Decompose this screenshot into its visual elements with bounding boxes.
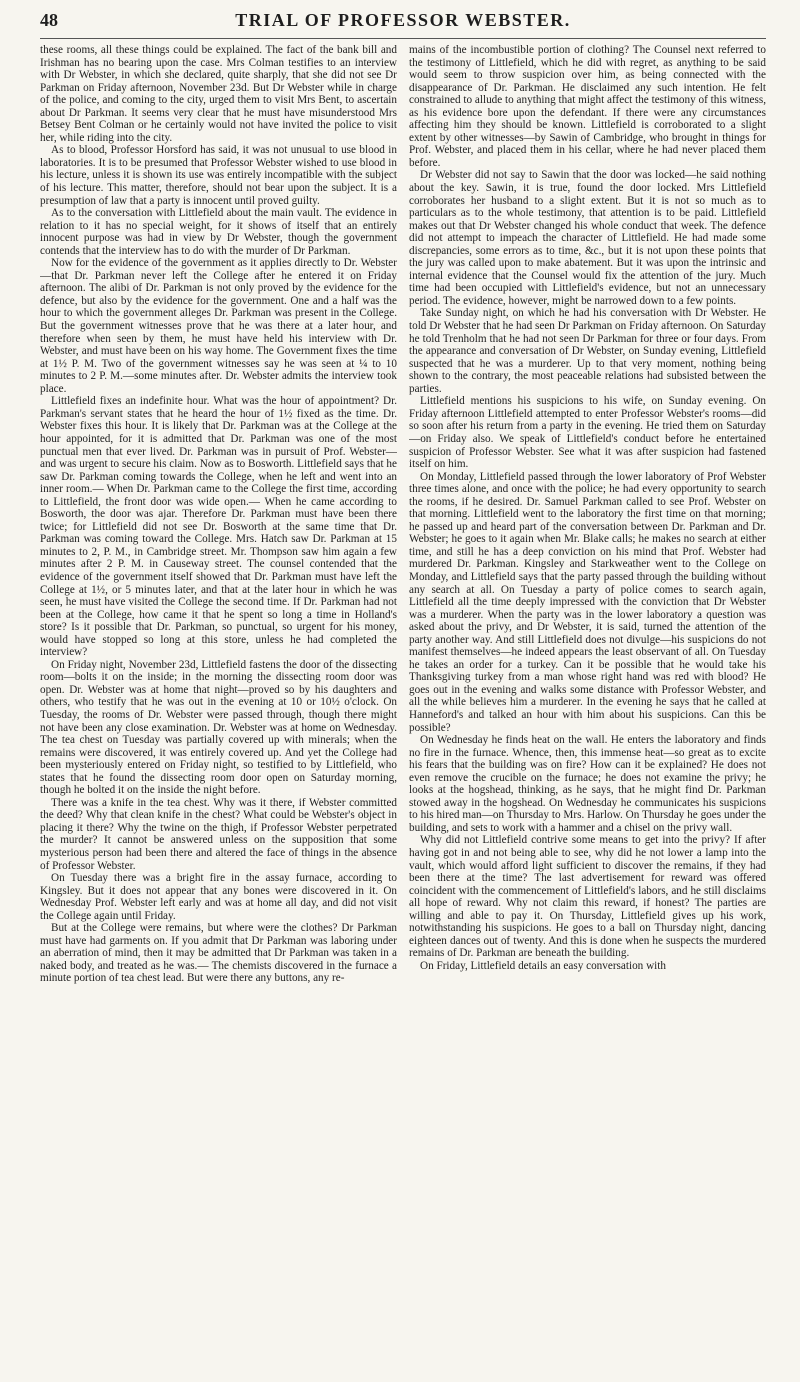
paragraph: these rooms, all these things could be explained. The fact of the bank bill and Irishman has no bearing upon the case. Mrs Colman testifies to an interview with Dr Webster, in which she declared, quite sharply, that she did not see Dr Parkman on Friday afternoon, November 23d. But Dr Webster while in charge of the police, and coming to the city, urged them to visit Mrs Bent, to ascertain about Dr Parkman. It seems very clear that he must have misunderstood Mrs Betsey Bent Colman or he certainly would not have invited the police to visit her, while riding into the city.	[40, 44, 397, 144]
paragraph: On Friday, Littlefield details an easy conversation with	[420, 959, 666, 972]
header-rule	[40, 38, 766, 39]
paragraph: As to blood, Professor Horsford has said, it was not unusual to use blood in laboratories. It is to be presumed that Professor Webster wished to use blood in his lecture, unless it is shown its use was entirely incompatible with the subject of his lecture. This matter, therefore, should not bear upon the subject. It is a presumption of law that a party is innocent until proved guilty.	[40, 144, 397, 207]
paragraph: Now for the evidence of the government as it applies directly to Dr. Webster—that Dr. Parkman never left the College after he entered it on Friday afternoon. The alibi of Dr. Parkman is not only proved by the evidence for the defence, but also by the evidence for the government. One and a half was the hour to which the government alleges Dr. Parkman was present in the College. But the government witnesses prove that he was there at a later hour, and therefore when seen by them, he must have held his interview with Dr. Webster, and must have been on his way home. The Government fixes the time at 1½ P. M. Two of the government witnesses say he was seen at ¼ to 10 minutes to 2 P. M.—some minutes after. Dr. Webster admits the interview took place.	[40, 257, 397, 395]
paragraph: On Friday night, November 23d, Littlefield fastens the door of the dissecting room—bolts it on the inside; in the morning the dissecting room door was open. Dr. Webster was at home that night—proved so by his daughters and others, who testify that he was out in the evening at 10 or 10½ o'clock. On Tuesday, the rooms of Dr. Webster were passed through, though there might not have been any close examination. Dr. Webster was at home on Wednesday. The tea chest on Tuesday was partially covered up with minerals; when the remains were discovered, it was entirely covered up. And yet the College had been mysteriously entered on Friday night, so testified to by Littlefield, who states that he found the dissecting room door open on Saturday morning, though he bolted it on the inside the night before.	[40, 658, 397, 797]
paragraph: On Wednesday he finds heat on the wall. He enters the laboratory and finds no fire in the furnace. Whence, then, this immense heat—so great as to excite his fears that the building was on fire? How can it be explained? He does not even remove the crucible on the furnace; he does not examine the privy; he looks at the hogshead, thinking, as he says, that he might find Dr. Parkman stowed away in the hogshead. On Wednesday he communicates his suspicions to his hired man—on Thursday to Mrs. Harlow. On Thursday he goes under the building, and sets to work with a hammer and a chisel on the privy wall.	[409, 734, 766, 834]
paragraph: Littlefield fixes an indefinite hour. What was the hour of appointment? Dr. Parkman's servant states that he heard the hour of 1½ fixed as the time. Dr. Webster fixes this hour. It is likely that Dr. Parkman was at the College at the hour appointed, for it is admitted that Dr. Parkman was one of the most punctual men that ever lived. Dr. Parkman was in pursuit of Prof. Webster—and was urgent to secure his claim. Now as to Bosworth. Littlefield says that he saw Dr. Parkman coming towards the College, when he left and went into an inner room.— When Dr. Parkman came to the College the first time, according to Littlefield, the front door was wide open.— When he came according to Bosworth, the door was ajar. Therefore Dr. Parkman must have been there twice; for Littlefield did not see Dr. Bosworth at the same time that Dr. Parkman was coming toward the College. Mrs. Hatch saw Dr. Parkman at 15 minutes to 2, P. M., in Cambridge street. Mr. Thompson saw him again a few minutes after 2 P. M. in Causeway street. The counsel contended that the evidence of the government itself showed that Dr. Parkman must have left the College at 1½, or 5 minutes later, and that at the later hour in which he was seen, he must have visited the College the second time. If Dr. Parkman had not been at the College, how came it that he spent so long a time in Holland's store? Is it possible that Dr. Parkman, so punctual, so urgent for his money, would have stopped so long at this store, unless he had completed the interview?	[40, 395, 397, 659]
text-columns	[40, 44, 766, 1376]
paragraph: Why did not Littlefield contrive some means to get into the privy? If after having got in and not being able to see, why did he not lower a lamp into the vault, which would afford light sufficient to discover the remains, if they had been there at the time? The last advertisement for reward was offered coincident with the commencement of Littlefield's labors, and he still disclaims all hope of reward. Why not claim this reward, if honest? The parties are willing and able to pay it. On Thursday, Littlefield gives up his work, notwithstanding his suspicions. He goes to a ball on Thursday night, dancing eighteen dances out of twenty. And this is done when he suspects the murdered remains of Dr. Parkman are beneath the building.	[409, 834, 766, 960]
page-number: 48	[40, 10, 58, 30]
paragraph: On Tuesday there was a bright fire in the assay furnace, according to Kingsley. But it does not appear that any bones were discovered in it. On Wednesday Prof. Webster left early and was at home all day, and did not visit the College again until Friday.	[40, 872, 397, 922]
paragraph: But at the College were remains, but where were the clothes? Dr Parkman must have had garments on. If you admit that Dr Parkman was laboring under an aberration of mind, then it may be admitted that Dr Parkman was taken in a naked body, and treated as he was.— The chemists discovered in the furnace a minute portion of tea chest lead. But were there any buttons, any re-	[40, 922, 397, 985]
right-column	[409, 44, 766, 1376]
paragraph: There was a knife in the tea chest. Why was it there, if Webster committed the deed? Why that clean knife in the chest? What could be Webster's object in placing it there? Why the twine on the thigh, if Professor Webster perpetrated the murder? It cannot be answered unless on the supposition that some mysterious person had been there and altered the face of things in the absence of Professor Webster.	[40, 796, 397, 872]
paragraph: Dr Webster did not say to Sawin that the door was locked—he said nothing about the key. Sawin, it is true, found the door locked. Mrs Littlefield corroborates her husband to a slight extent. But it is not so much as to particulars as to the whole testimony, that attention is to be paid. Littlefield makes out that Dr Webster changed his whole conduct that week. The defence did not attempt to impeach the character of Littlefield. He had made some discrepancies, some errors as to time, &c., but it is not upon these points that the jury was called upon to make abatement. But it was upon the intrinsic and internal evidence that the Counsel would fix the attention of the jury. Much time had been occupied with Littlefield's evidence, but not an unnecessary period. The evidence, however, might be narrowed down to a few points.	[409, 169, 766, 307]
left-column	[40, 44, 397, 1376]
paragraph: As to the conversation with Littlefield about the main vault. The evidence in relation to it has no special weight, for it shows of itself that an entirely innocent purpose was had in view by Dr Webster, though the government contends that the interview has to do with the murder of Dr Parkman.	[40, 207, 397, 257]
running-title: TRIAL OF PROFESSOR WEBSTER.	[235, 10, 571, 30]
paragraph: On Monday, Littlefield passed through the lower laboratory of Prof Webster three times alone, and once with the police; he had every opportunity to search the rooms, if he desired. Dr. Samuel Parkman called to see Prof. Webster on that morning. Littlefield went to the laboratory the first time on that morning; he passed up and heard part of the conversation between Dr. Parkman and Dr. Webster; he goes to it again when Mr. Blake calls; he makes no search at either time, and still he has a deep conviction on his mind that Prof. Webster had murdered Dr. Parkman. Kingsley and Starkweather went to the College on Monday, and Littlefield says that the party passed through the building without any search at all. On Tuesday a party of police comes to search again, Littlefield all the time deeply impressed with the conviction that Dr Webster was a murderer. When the party was in the lower laboratory a question was asked about the privy, and Dr Webster, it is said, turned the attention of the party another way. And still Littlefield does not divulge—his suspicions do not manifest themselves—he indeed appears the least observant of all. On Tuesday he takes an order for a turkey. Can it be possible that he would take his Thanksgiving turkey from a man whose right hand was red with blood? He goes out in the evening and walks some distance with Professor Webster, and all the while believes him a murderer. In the evening he says that he called at Hanneford's and talked an hour with him about his suspicions. Can this be possible?	[409, 470, 766, 734]
page-header	[40, 8, 766, 34]
paragraph: mains of the incombustible portion of clothing? The Counsel next referred to the testimony of Littlefield, which he did with regret, as anything to be said would seem to throw suspicion over him, as being connected with the disappearance of Dr. Parkman. He disclaimed any such intention. He felt constrained to allude to anything that might affect the testimony of this witness, as his evidence bore upon the defendant. If there were any circumstances affecting him they should be known. Littlefield is corroborated to a slight extent by other witnesses—by Sawin of Cambridge, who brought in things for Prof. Webster, and placed them in his cellar, where he had never placed them before.	[409, 44, 766, 169]
paragraph: Take Sunday night, on which he had his conversation with Dr Webster. He told Dr Webster that he had seen Dr Parkman on Friday afternoon. On Saturday he told Trenholm that he had not seen Dr Parkman for three or four days. From the appearance and conversation of Dr Webster, on Sunday evening, Littlefield suspected that he was a murderer. Up to that very moment, nothing being shown to the contrary, the most peaceable relations had subsisted between the parties.	[409, 307, 766, 395]
paragraph: Littlefield mentions his suspicions to his wife, on Sunday evening. On Friday afternoon Littlefield attempted to enter Professor Webster's rooms—did so soon after his return from a party in the evening. He tried them on Saturday—on Friday also. We speak of Littlefield's conduct before he entertained suspicion of Professor Webster. See what it was after suspicion had fastened itself on him.	[409, 395, 766, 471]
